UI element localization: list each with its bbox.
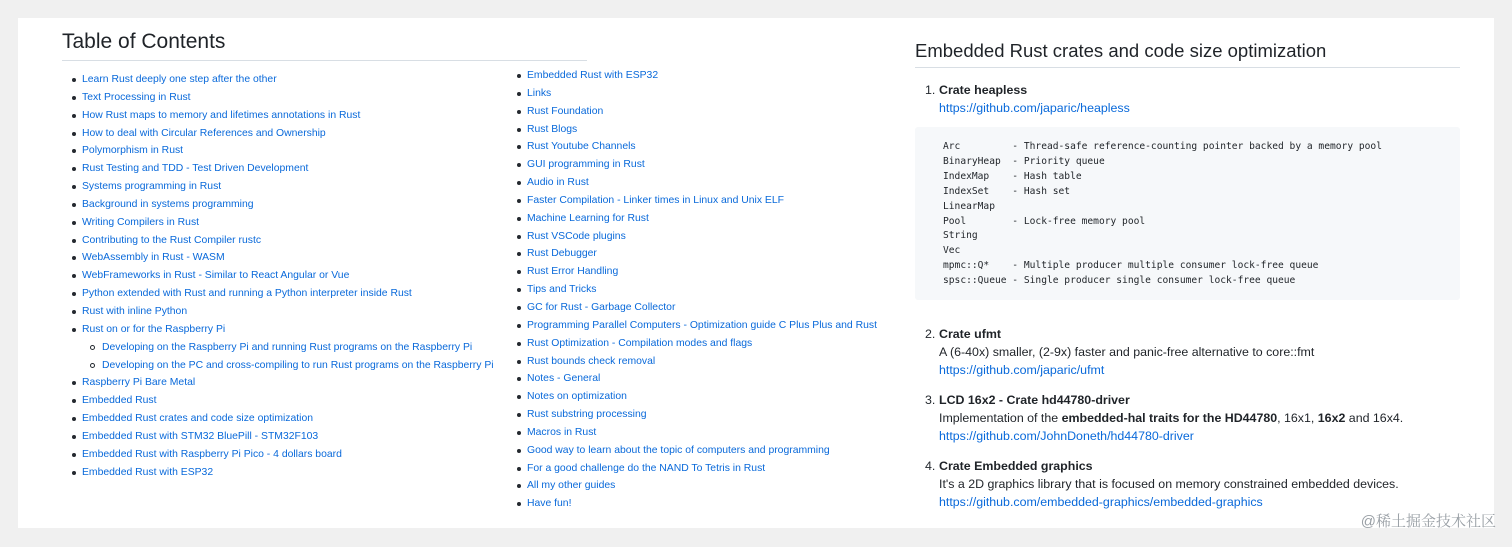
toc-link[interactable]: Embedded Rust with ESP32 [82,466,214,478]
toc-item [507,406,877,424]
toc-item [507,335,877,353]
toc-item [507,192,877,210]
toc-item [507,228,877,246]
desc-suffix: and 16x4. [1345,411,1404,425]
toc-item [62,232,494,250]
toc-item [62,196,494,214]
toc-link[interactable]: Rust bounds check removal [527,355,656,367]
toc-link[interactable]: Notes on optimization [527,391,627,403]
crate-link[interactable]: https://github.com/embedded-graphics/embedded-graphics [939,495,1263,509]
toc-item [62,374,494,392]
toc-title: Table of Contents [62,30,226,53]
toc-item [507,156,877,174]
toc-link[interactable]: Machine Learning for Rust [527,212,649,224]
toc-link[interactable]: Faster Compilation - Linker times in Linux and Unix ELF [527,194,784,206]
toc-item [507,210,877,228]
toc-link[interactable]: Contributing to the Rust Compiler rustc [82,234,262,246]
toc-link[interactable]: How to deal with Circular References and Ownership [82,127,326,139]
toc-item [62,125,494,143]
toc-list-column-1 [62,71,494,481]
watermark: @稀土掘金技术社区 [1360,513,1496,530]
toc-item [507,263,877,281]
toc-item [507,370,877,388]
toc-link[interactable]: Notes - General [527,373,601,385]
toc-item [62,178,494,196]
toc-item [62,107,494,125]
toc-item [62,71,494,89]
desc-bold-traits: embedded-hal traits for the HD44780 [1061,411,1278,425]
toc-link[interactable]: WebAssembly in Rust - WASM [82,252,225,264]
toc-item [62,321,494,339]
toc-item [507,317,877,335]
toc-link[interactable]: WebFrameworks in Rust - Similar to React Angular or Vue [82,270,350,282]
toc-link[interactable]: Rust Blogs [527,123,578,135]
list-number: 1. [925,83,936,97]
toc-item [62,464,494,482]
toc-link[interactable]: Rust with inline Python [82,305,188,317]
crate-description: A (6-40x) smaller, (2-9x) faster and panic-free alternative to core::fmt [939,345,1315,359]
toc-item [62,428,494,446]
toc-item [507,460,877,478]
toc-item [62,392,494,410]
toc-link[interactable]: Have fun! [527,498,572,510]
toc-link[interactable]: GUI programming in Rust [527,159,645,171]
toc-link[interactable]: Rust Testing and TDD - Test Driven Development [82,163,309,175]
toc-item [507,477,877,495]
toc-link[interactable]: For a good challenge do the NAND To Tetris in Rust [527,462,766,474]
list-number: 3. [925,393,936,407]
toc-item [62,410,494,428]
toc-link[interactable]: Text Processing in Rust [82,91,191,103]
toc-link[interactable]: Rust Error Handling [527,266,619,278]
toc-link[interactable]: Python extended with Rust and running a Python interpreter inside Rust [82,288,412,300]
crate-name: Crate Embedded graphics [939,459,1093,473]
toc-item [507,121,877,139]
toc-item [507,67,877,85]
toc-link[interactable]: Rust VSCode plugins [527,230,626,242]
toc-link[interactable]: Tips and Tricks [527,284,597,296]
toc-subitem [62,339,494,357]
crate-name: Crate heapless [939,83,1028,97]
toc-item [62,303,494,321]
toc-item [507,245,877,263]
toc-link[interactable]: Rust Debugger [527,248,597,260]
crate-description: It's a 2D graphics library that is focused on memory constrained embedded devices. [939,477,1399,491]
toc-subitem [62,357,494,375]
toc-list-column-2 [507,67,877,513]
toc-divider [62,60,587,61]
toc-link[interactable]: Developing on the Raspberry Pi and running Rust programs on the Raspberry Pi [102,341,473,353]
toc-item [507,495,877,513]
crate-name: LCD 16x2 - Crate hd44780-driver [939,393,1130,407]
toc-item [507,138,877,156]
code-text: Arc - Thread-safe reference-counting pointer backed by a memory pool BinaryHeap - Priority queue IndexMap - Hash table IndexSet - Hash set LinearMap Pool - Lock-free memory pool String Vec mpmc::Q* - Multiple producer multiple consumer lock-free queue spsc::Queue - Single producer single consumer lock-free queue [943,141,1382,287]
article-divider [915,67,1460,68]
toc-link[interactable]: Rust substring processing [527,409,647,421]
toc-item [62,89,494,107]
article-title: Embedded Rust crates and code size optimization [915,40,1327,61]
toc-item [507,353,877,371]
toc-link[interactable]: Systems programming in Rust [82,181,222,193]
toc-item [62,446,494,464]
toc-link[interactable]: Good way to learn about the topic of computers and programming [527,444,830,456]
toc-item [62,285,494,303]
toc-link[interactable]: Learn Rust deeply one step after the other [82,74,277,85]
toc-link[interactable]: Programming Parallel Computers - Optimization guide C Plus Plus and Rust [527,319,877,331]
toc-link[interactable]: Developing on the PC and cross-compiling to run Rust programs on the Raspberry Pi [102,359,494,371]
toc-item [62,160,494,178]
crate-link[interactable]: https://github.com/japaric/heapless [939,101,1130,115]
toc-link[interactable]: Background in systems programming [82,198,254,210]
toc-link[interactable]: Rust Youtube Channels [527,141,636,153]
toc-link[interactable]: Embedded Rust [82,395,157,407]
desc-bold-size: 16x2 [1317,411,1346,425]
toc-link[interactable]: Rust Foundation [527,105,604,117]
toc-link[interactable]: Macros in Rust [527,426,597,438]
toc-item [507,281,877,299]
toc-item [507,442,877,460]
toc-link[interactable]: Embedded Rust with STM32 BluePill - STM32F103 [82,430,319,442]
toc-item [507,424,877,442]
toc-item [62,214,494,232]
list-number: 2. [925,327,936,341]
toc-item [62,249,494,267]
toc-item [62,142,494,160]
toc-item [507,103,877,121]
toc-link[interactable]: Polymorphism in Rust [82,145,184,157]
desc-prefix: Implementation of the [939,411,1062,425]
list-number: 4. [925,459,936,473]
toc-item [507,174,877,192]
toc-link[interactable]: Embedded Rust with Raspberry Pi Pico - 4 dollars board [82,448,342,460]
toc-item [507,388,877,406]
desc-mid: , 16x1, [1277,411,1318,425]
toc-link[interactable]: Rust Optimization - Compilation modes and flags [527,337,753,349]
toc-link[interactable]: Links [527,87,552,99]
toc-link[interactable]: Rust on or for the Raspberry Pi [82,323,226,335]
toc-link[interactable]: Raspberry Pi Bare Metal [82,377,196,389]
crate-name: Crate ufmt [939,327,1001,341]
toc-item [507,299,877,317]
toc-link[interactable]: Audio in Rust [527,177,589,189]
toc-link[interactable]: Writing Compilers in Rust [82,216,200,228]
crate-link[interactable]: https://github.com/JohnDoneth/hd44780-driver [939,429,1194,443]
code-block [915,127,1460,300]
toc-link[interactable]: GC for Rust - Garbage Collector [527,301,676,313]
toc-link[interactable]: Embedded Rust with ESP32 [527,70,659,81]
toc-item [507,85,877,103]
toc-link[interactable]: All my other guides [527,480,616,492]
crate-link[interactable]: https://github.com/japaric/ufmt [939,363,1105,377]
toc-link[interactable]: How Rust maps to memory and lifetimes annotations in Rust [82,109,361,121]
toc-item [62,267,494,285]
toc-link[interactable]: Embedded Rust crates and code size optimization [82,413,314,425]
crate-description [939,409,1403,427]
